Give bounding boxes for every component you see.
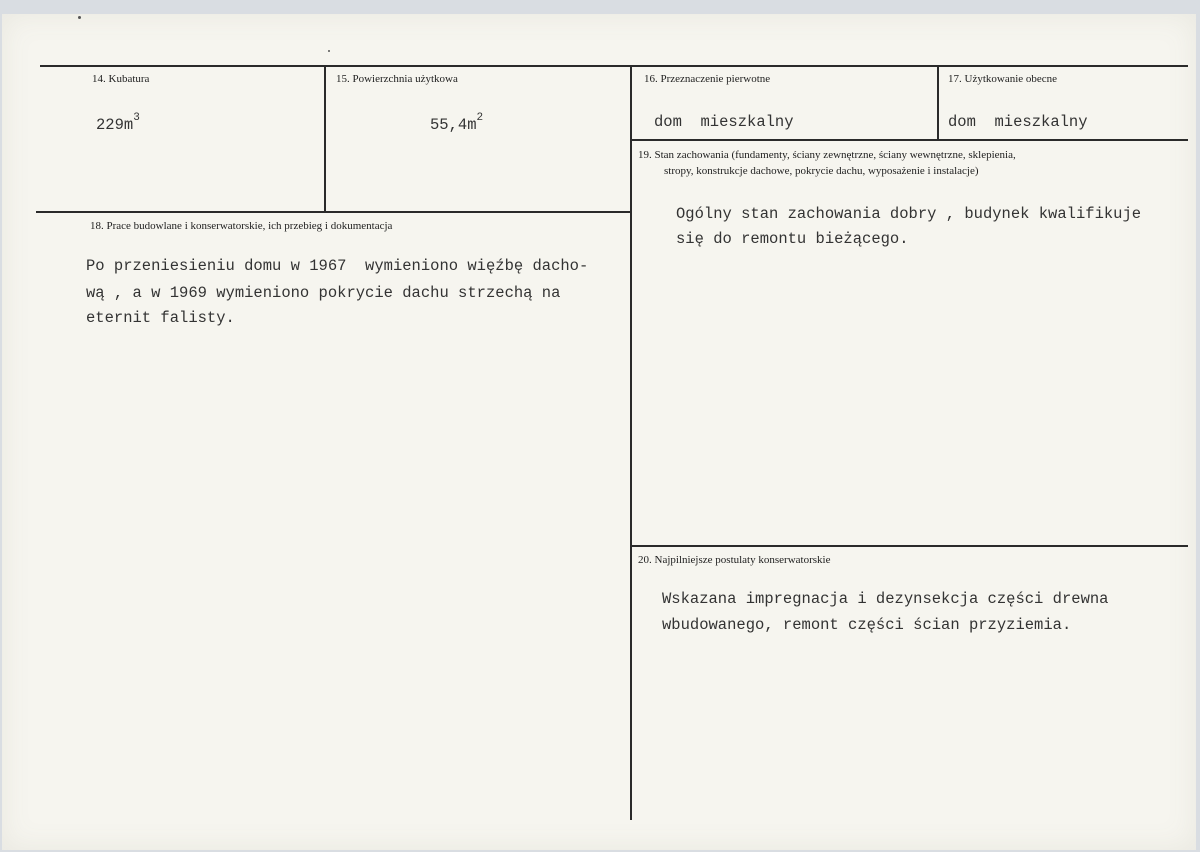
field-14-value-exponent: 3 <box>133 112 140 124</box>
field-14-value-text: 229m <box>96 116 134 134</box>
top-rule <box>40 65 1188 67</box>
field-20-text-line: wbudowanego, remont części ścian przyziemia. <box>662 616 1072 634</box>
divider-16-17 <box>937 65 939 141</box>
field-17-label: 17. Użytkowanie obecne <box>948 73 1058 85</box>
field-18-label: 18. Prace budowlane i konserwatorskie, ich przebieg i dokumentacja <box>90 220 393 232</box>
field-19-text-line: Ogólny stan zachowania dobry , budynek kwalifikuje <box>676 205 1142 223</box>
field-17-value: dom mieszkalny <box>948 113 1088 131</box>
field-15-label: 15. Powierzchnia użytkowa <box>336 73 458 85</box>
field-19-label-line: stropy, konstrukcje dachowe, pokrycie dachu, wyposażenie i instalacje) <box>664 165 979 177</box>
rule-19-bottom <box>632 545 1188 547</box>
field-18-text-line: wą , a w 1969 wymieniono pokrycie dachu strzechą na <box>86 284 561 302</box>
field-19-label-line: 19. Stan zachowania (fundamenty, ściany zewnętrzne, ściany wewnętrzne, sklepienia, <box>638 149 1016 161</box>
ink-dot <box>78 16 81 19</box>
field-20-text-line: Wskazana impregnacja i dezynsekcja części drewna <box>662 590 1109 608</box>
field-16-value: dom mieszkalny <box>654 113 794 131</box>
divider-14-15 <box>324 65 326 211</box>
record-card <box>2 14 1196 850</box>
ink-dot <box>328 50 330 52</box>
field-19-text-line: się do remontu bieżącego. <box>676 230 909 248</box>
field-15-value-exponent: 2 <box>476 112 484 124</box>
rule-14-15-bottom <box>36 211 632 213</box>
field-20-label: 20. Najpilniejsze postulaty konserwatorskie <box>638 554 831 566</box>
field-15-value-text: 55,4m <box>430 116 477 134</box>
field-18-text-line: eternit falisty. <box>86 309 235 327</box>
field-16-label: 16. Przeznaczenie pierwotne <box>644 73 771 85</box>
field-15-value <box>430 114 483 137</box>
field-14-value <box>96 114 140 137</box>
field-14-label: 14. Kubatura <box>92 73 150 85</box>
field-18-text-line: Po przeniesieniu domu w 1967 wymieniono więźbę dacho- <box>86 257 589 275</box>
rule-16-17-bottom <box>632 139 1188 141</box>
divider-main <box>630 65 632 820</box>
